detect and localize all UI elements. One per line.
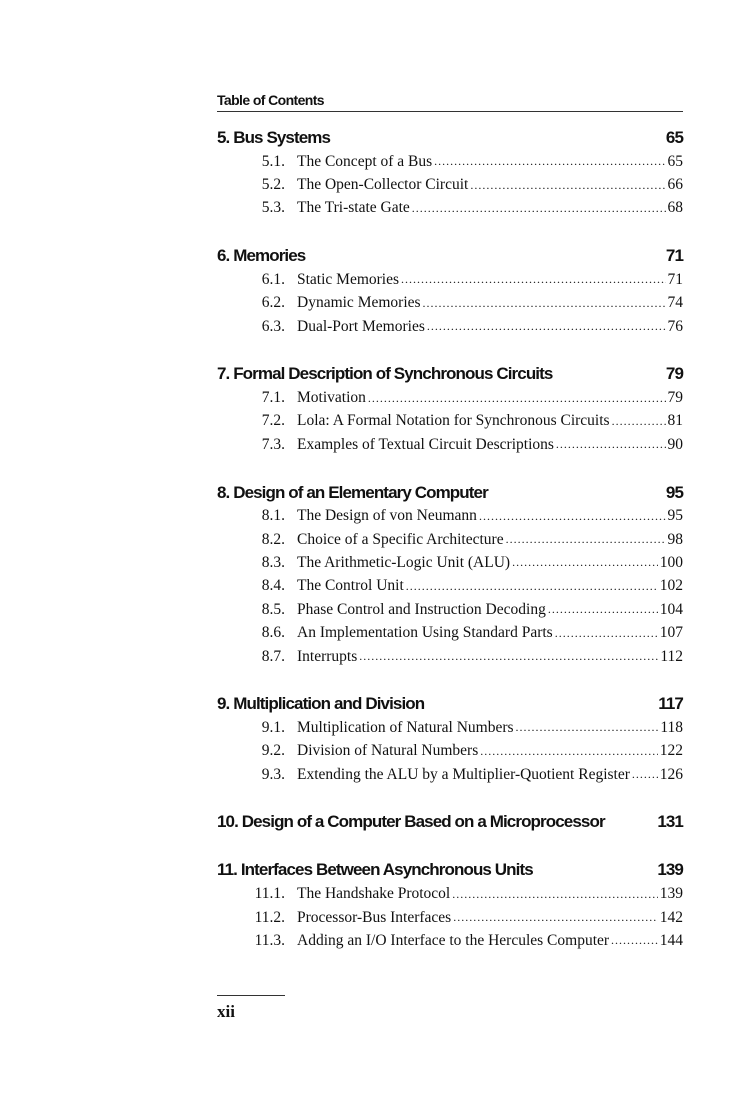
chapter-page: 65 <box>665 128 683 147</box>
section-entry[interactable] <box>217 173 683 196</box>
section-page: 112 <box>660 647 683 665</box>
section-entry[interactable] <box>217 882 683 905</box>
dot-leader <box>632 767 658 782</box>
chapter-title: 6. Memories <box>217 246 306 266</box>
chapter-heading[interactable] <box>217 858 683 882</box>
chapter-entry <box>217 810 683 834</box>
dot-leader <box>453 910 658 925</box>
section-entry[interactable] <box>217 505 683 528</box>
section-page: 65 <box>667 152 683 170</box>
section-entry[interactable] <box>217 929 683 952</box>
section-entry[interactable] <box>217 621 683 644</box>
chapter-heading[interactable] <box>217 362 683 386</box>
section-title: The Arithmetic-Logic Unit (ALU) <box>297 553 511 571</box>
dot-leader <box>555 626 658 641</box>
section-title: Adding an I/O Interface to the Hercules Computer <box>297 931 610 949</box>
chapter-entry <box>217 692 683 786</box>
chapter-page: 79 <box>665 364 683 384</box>
section-page: 122 <box>659 742 683 760</box>
dot-leader <box>427 319 666 334</box>
chapter-page: 117 <box>658 694 683 714</box>
section-page: 76 <box>667 317 683 335</box>
running-header <box>217 90 683 112</box>
dot-leader <box>612 414 666 429</box>
chapter-heading[interactable] <box>217 481 683 505</box>
dot-leader <box>401 272 665 287</box>
section-title: Multiplication of Natural Numbers <box>297 718 514 736</box>
header-rule <box>217 111 683 112</box>
dot-leader <box>406 579 658 594</box>
section-entry[interactable] <box>217 906 683 929</box>
section-entry[interactable] <box>217 315 683 338</box>
dot-leader <box>359 649 658 664</box>
chapter-title: 5. Bus Systems <box>217 128 331 147</box>
chapter-heading[interactable] <box>217 244 683 268</box>
section-page: 95 <box>667 507 683 525</box>
dot-leader <box>556 437 666 452</box>
section-title: Static Memories <box>297 270 400 288</box>
dot-leader <box>412 201 666 216</box>
dot-leader <box>452 887 658 902</box>
section-entry[interactable] <box>217 575 683 598</box>
chapter-title: 8. Design of an Elementary Computer <box>217 482 488 502</box>
section-page: 98 <box>667 530 683 548</box>
section-page: 107 <box>659 624 683 642</box>
section-number: 6.3. <box>261 317 285 335</box>
section-page: 102 <box>659 577 683 595</box>
dot-leader <box>516 720 659 735</box>
section-title: Processor-Bus Interfaces <box>297 908 452 926</box>
section-title: Examples of Textual Circuit Descriptions <box>297 435 554 453</box>
dot-leader <box>434 154 665 169</box>
chapter-page: 71 <box>665 246 683 266</box>
section-page: 66 <box>667 176 683 194</box>
section-page: 100 <box>659 553 683 571</box>
section-title: The Tri-state Gate <box>297 199 410 217</box>
section-entry[interactable] <box>217 150 683 173</box>
chapter-page: 139 <box>657 860 683 880</box>
section-entry[interactable] <box>217 551 683 574</box>
footer-rule <box>217 995 285 996</box>
chapter-entry <box>217 362 683 456</box>
chapter-title: 11. Interfaces Between Asynchronous Units <box>217 860 533 880</box>
section-page: 142 <box>659 908 683 926</box>
section-entry[interactable] <box>217 645 683 668</box>
section-number: 7.2. <box>261 412 285 430</box>
section-title: Choice of a Specific Architecture <box>297 530 504 548</box>
section-entry[interactable] <box>217 763 683 786</box>
section-number: 8.7. <box>261 647 285 665</box>
dot-leader <box>512 555 658 570</box>
section-number: 11.3. <box>254 931 285 949</box>
section-title: Phase Control and Instruction Decoding <box>297 600 546 618</box>
chapter-entry <box>217 126 683 220</box>
section-page: 74 <box>667 294 683 312</box>
section-number: 8.6. <box>261 624 285 642</box>
section-number: 7.1. <box>261 389 285 407</box>
section-number: 6.2. <box>261 294 285 312</box>
chapter-heading[interactable] <box>217 692 683 716</box>
section-title: The Handshake Protocol <box>297 885 451 903</box>
dot-leader <box>480 744 658 759</box>
section-number: 5.1. <box>261 152 285 170</box>
chapter-title: 7. Formal Description of Synchronous Circuits <box>217 364 553 384</box>
header-title: Table of Contents <box>217 92 324 108</box>
section-entry[interactable] <box>217 433 683 456</box>
section-number: 8.1. <box>261 507 285 525</box>
section-number: 11.1. <box>254 885 285 903</box>
dot-leader <box>506 532 666 547</box>
section-number: 7.3. <box>261 435 285 453</box>
section-title: Interrupts <box>297 647 358 665</box>
section-number: 9.3. <box>261 765 285 783</box>
section-title: Division of Natural Numbers <box>297 742 479 760</box>
section-entry[interactable] <box>217 386 683 409</box>
section-title: The Concept of a Bus <box>297 152 433 170</box>
section-number: 9.2. <box>261 742 285 760</box>
section-number: 8.2. <box>261 530 285 548</box>
chapter-heading[interactable] <box>217 126 683 150</box>
section-page: 139 <box>659 885 683 903</box>
section-title: Dynamic Memories <box>297 294 421 312</box>
chapter-entry <box>217 858 683 952</box>
page-number: xii <box>217 1002 235 1021</box>
section-title: The Open-Collector Circuit <box>297 176 469 194</box>
dot-leader <box>368 391 666 406</box>
chapter-entry <box>217 244 683 338</box>
dot-leader <box>479 509 666 524</box>
chapter-heading[interactable] <box>217 810 683 834</box>
section-page: 126 <box>659 765 683 783</box>
section-number: 9.1. <box>261 718 285 736</box>
section-page: 71 <box>667 270 683 288</box>
section-page: 79 <box>667 389 683 407</box>
table-of-contents <box>217 126 683 977</box>
section-number: 6.1. <box>261 270 285 288</box>
section-entry[interactable] <box>217 528 683 551</box>
section-number: 8.5. <box>261 600 285 618</box>
section-number: 5.2. <box>261 176 285 194</box>
section-number: 5.3. <box>261 199 285 217</box>
section-title: The Design of von Neumann <box>297 507 477 525</box>
chapter-title: 10. Design of a Computer Based on a Microprocessor <box>217 812 605 832</box>
section-entry[interactable] <box>217 716 683 739</box>
section-page: 144 <box>659 931 683 949</box>
section-entry[interactable] <box>217 292 683 315</box>
section-number: 11.2. <box>254 908 285 926</box>
section-title: Motivation <box>297 389 366 407</box>
chapter-page: 131 <box>657 812 683 832</box>
section-title: Dual-Port Memories <box>297 317 425 335</box>
dot-leader <box>470 178 665 193</box>
chapter-entry <box>217 481 683 669</box>
section-title: Extending the ALU by a Multiplier-Quotient Register <box>297 765 630 783</box>
section-entry[interactable] <box>217 268 683 291</box>
section-entry[interactable] <box>217 598 683 621</box>
section-title: The Control Unit <box>297 577 404 595</box>
section-title: An Implementation Using Standard Parts <box>297 624 553 642</box>
chapter-title: 9. Multiplication and Division <box>217 694 425 714</box>
section-number: 8.4. <box>261 577 285 595</box>
section-entry[interactable] <box>217 197 683 220</box>
dot-leader <box>423 296 666 311</box>
dot-leader <box>548 602 658 617</box>
section-page: 104 <box>659 600 683 618</box>
section-page: 68 <box>667 199 683 217</box>
section-entry[interactable] <box>217 410 683 433</box>
dot-leader <box>611 933 658 948</box>
section-page: 90 <box>667 435 683 453</box>
section-entry[interactable] <box>217 740 683 763</box>
section-title: Lola: A Formal Notation for Synchronous Circuits <box>297 412 610 430</box>
section-page: 81 <box>667 412 683 430</box>
section-number: 8.3. <box>261 553 285 571</box>
section-page: 118 <box>660 718 683 736</box>
chapter-page: 95 <box>665 482 683 502</box>
